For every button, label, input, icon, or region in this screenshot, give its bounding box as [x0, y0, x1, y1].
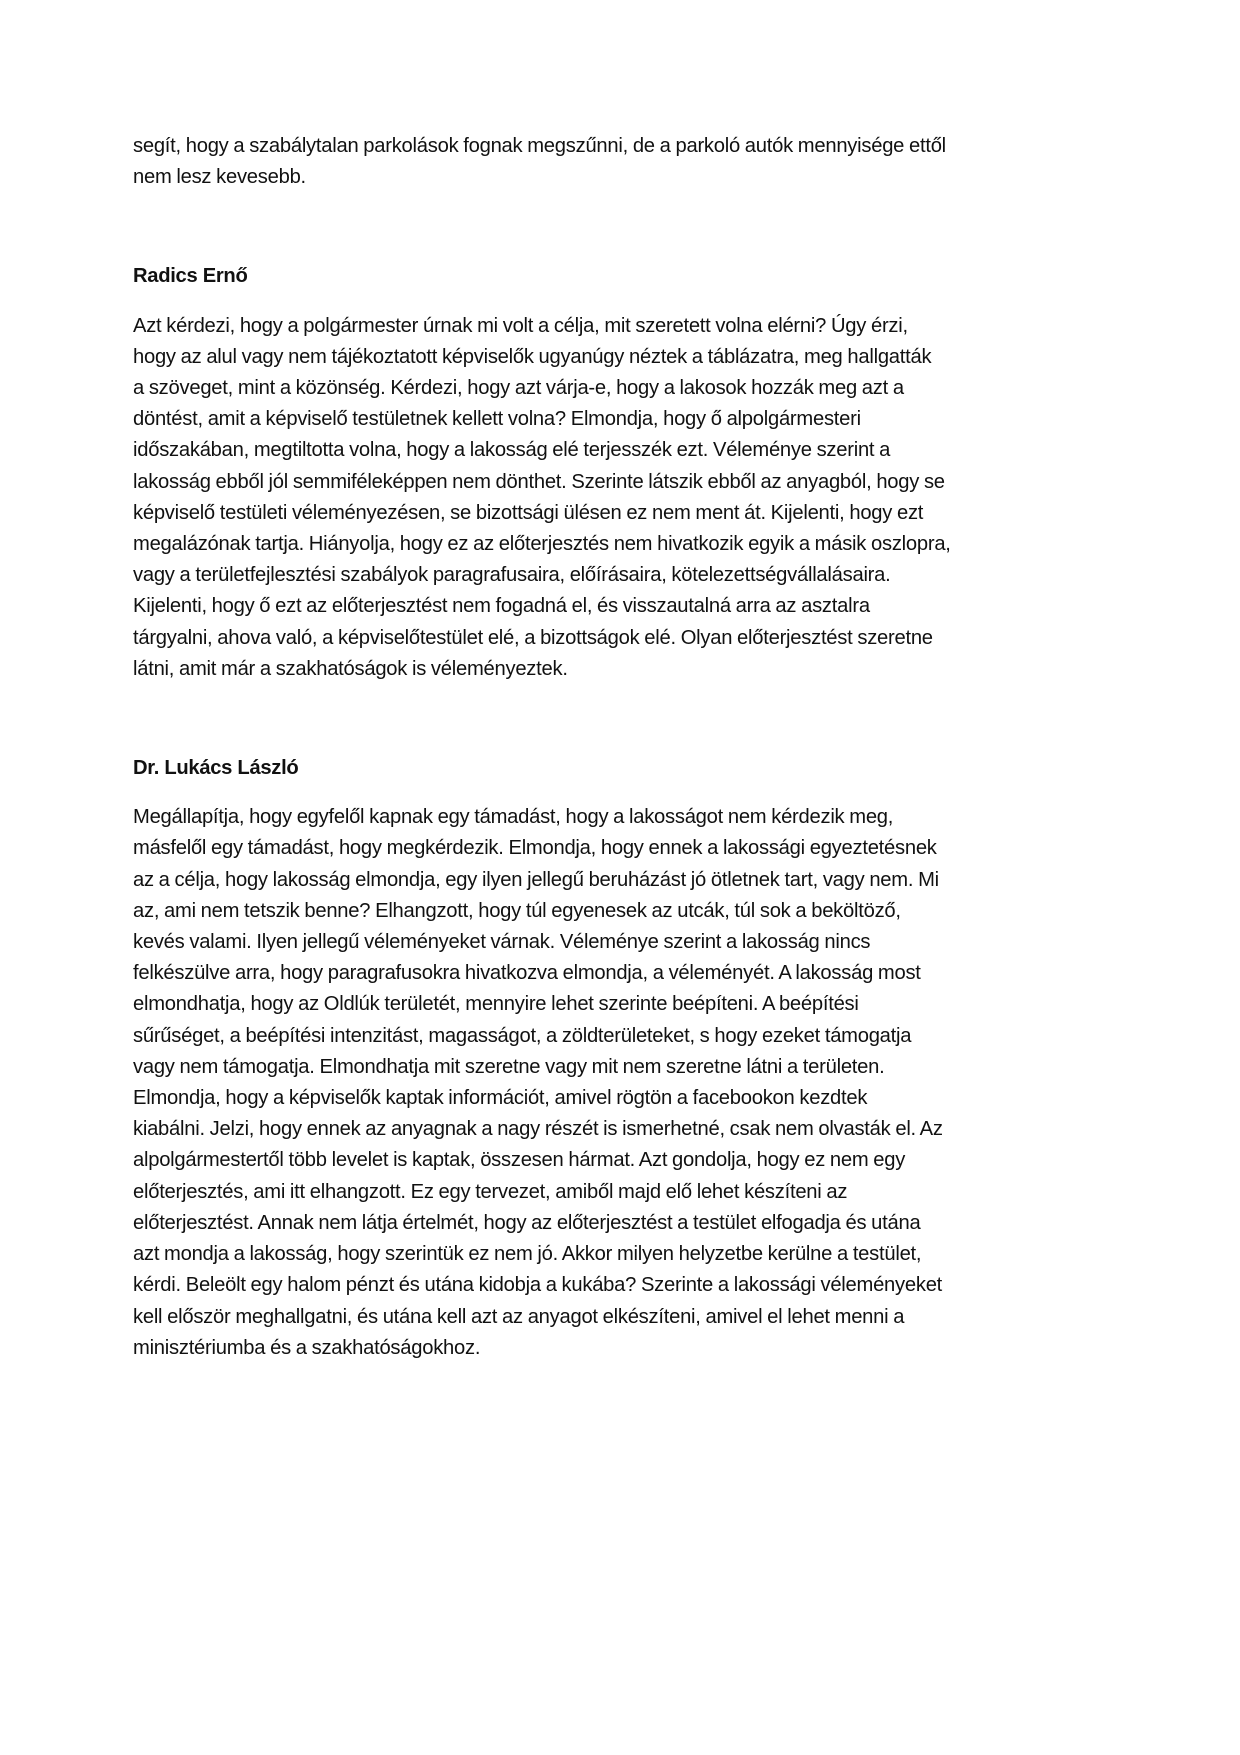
text-line: nem lesz kevesebb.: [133, 166, 306, 189]
text-line: az a célja, hogy lakosság elmondja, egy ilyen jellegű beruházást jó ötletnek tart, vagy nem. Mi: [133, 868, 939, 891]
text-line: segít, hogy a szabálytalan parkolások fognak megszűnni, de a parkoló autók mennyisége ettől: [133, 135, 946, 157]
intro-paragraph: [133, 131, 993, 193]
text-line: sűrűséget, a beépítési intenzitást, magasságot, a zöldterületeket, s hogy ezeket támogatja: [133, 1024, 912, 1047]
text-line: felkészülve arra, hogy paragrafusokra hivatkozva elmondja, a véleményét. A lakosság most: [133, 962, 921, 985]
text-line: vagy a területfejlesztési szabályok paragrafusaira, előírásaira, kötelezettségvállalásaira.: [133, 564, 891, 587]
text-line: kérdi. Beleölt egy halom pénzt és utána kidobja a kukába? Szerinte a lakossági véleményeket: [133, 1274, 943, 1297]
text-line: az, ami nem tetszik benne? Elhangzott, hogy túl egyenesek az utcák, túl sok a beköltöző,: [133, 899, 901, 922]
text-line: látni, amit már a szakhatóságok is véleményeztek.: [133, 657, 568, 680]
text-line: hogy az alul vagy nem tájékoztatott képviselők ugyanúgy néztek a táblázatra, meg hallgatták: [133, 345, 932, 368]
text-line: Azt kérdezi, hogy a polgármester úrnak mi volt a célja, mit szeretett volna elérni? Úgy érzi,: [133, 314, 908, 337]
spacer: [133, 784, 993, 802]
spacer: [133, 293, 993, 311]
text-line: Kijelenti, hogy ő ezt az előterjesztést nem fogadná el, és visszautalná arra az asztalra: [133, 595, 870, 618]
text-line: Elmondja, hogy a képviselők kaptak információt, amivel rögtön a facebookon kezdtek: [133, 1087, 868, 1110]
speech-paragraph: [133, 802, 993, 1364]
speaker-heading: Radics Ernő: [133, 265, 248, 288]
speaker-heading: Dr. Lukács László: [133, 757, 299, 780]
text-line: kell először meghallgatni, és utána kell azt az anyagot elkészíteni, amivel el lehet menni a: [133, 1305, 905, 1328]
text-line: másfelől egy támadást, hogy megkérdezik. Elmondja, hogy ennek a lakossági egyeztetésnek: [133, 837, 937, 860]
text-line: tárgyalni, ahova való, a képviselőtestület elé, a bizottságok elé. Olyan előterjesztést szeretne: [133, 626, 933, 649]
text-line: lakosság ebből jól semmiféleképpen nem dönthet. Szerinte látszik ebből az anyagból, hogy se: [133, 470, 945, 493]
text-line: Megállapítja, hogy egyfelől kapnak egy támadást, hogy a lakosságot nem kérdezik meg,: [133, 806, 894, 829]
text-line: kevés valami. Ilyen jellegű véleményeket várnak. Véleménye szerint a lakosság nincs: [133, 931, 871, 954]
text-line: alpolgármestertől több levelet is kaptak, összesen hármat. Azt gondolja, hogy ez nem egy: [133, 1149, 906, 1172]
text-line: azt mondja a lakosság, hogy szerintük ez nem jó. Akkor milyen helyzetbe kerülne a testület,: [133, 1243, 922, 1266]
section-radics-erno: [133, 261, 993, 685]
speech-paragraph: [133, 311, 993, 685]
text-line: kiabálni. Jelzi, hogy ennek az anyagnak a nagy részét is ismerhetné, csak nem olvasták el. Az: [133, 1118, 943, 1141]
section-dr-lukacs-laszlo: [133, 753, 993, 1364]
document-page: [133, 131, 993, 1364]
text-line: előterjesztés, ami itt elhangzott. Ez egy tervezet, amiből majd elő lehet készíteni az: [133, 1180, 848, 1203]
text-line: időszakában, megtiltotta volna, hogy a lakosság elé terjesszék ezt. Véleménye szerint a: [133, 439, 891, 462]
text-line: megalázónak tartja. Hiányolja, hogy ez az előterjesztés nem hivatkozik egyik a másik oszlopra,: [133, 533, 951, 556]
text-line: képviselő testületi véleményezésen, se bizottsági ülésen ez nem ment át. Kijelenti, hogy ezt: [133, 501, 924, 524]
text-line: minisztériumba és a szakhatóságokhoz.: [133, 1336, 481, 1359]
text-line: elmondhatja, hogy az Oldlúk területét, mennyire lehet szerinte beépíteni. A beépítési: [133, 993, 859, 1016]
text-line: a szöveget, mint a közönség. Kérdezi, hogy azt várja-e, hogy a lakosok hozzák meg azt a: [133, 377, 904, 400]
spacer: [133, 193, 993, 261]
text-line: előterjesztést. Annak nem látja értelmét, hogy az előterjesztést a testület elfogadja és utána: [133, 1211, 921, 1234]
text-line: döntést, amit a képviselő testületnek kellett volna? Elmondja, hogy ő alpolgármesteri: [133, 408, 861, 431]
text-line: vagy nem támogatja. Elmondhatja mit szeretne vagy mit nem szeretne látni a területen.: [133, 1055, 885, 1078]
spacer: [133, 685, 993, 753]
